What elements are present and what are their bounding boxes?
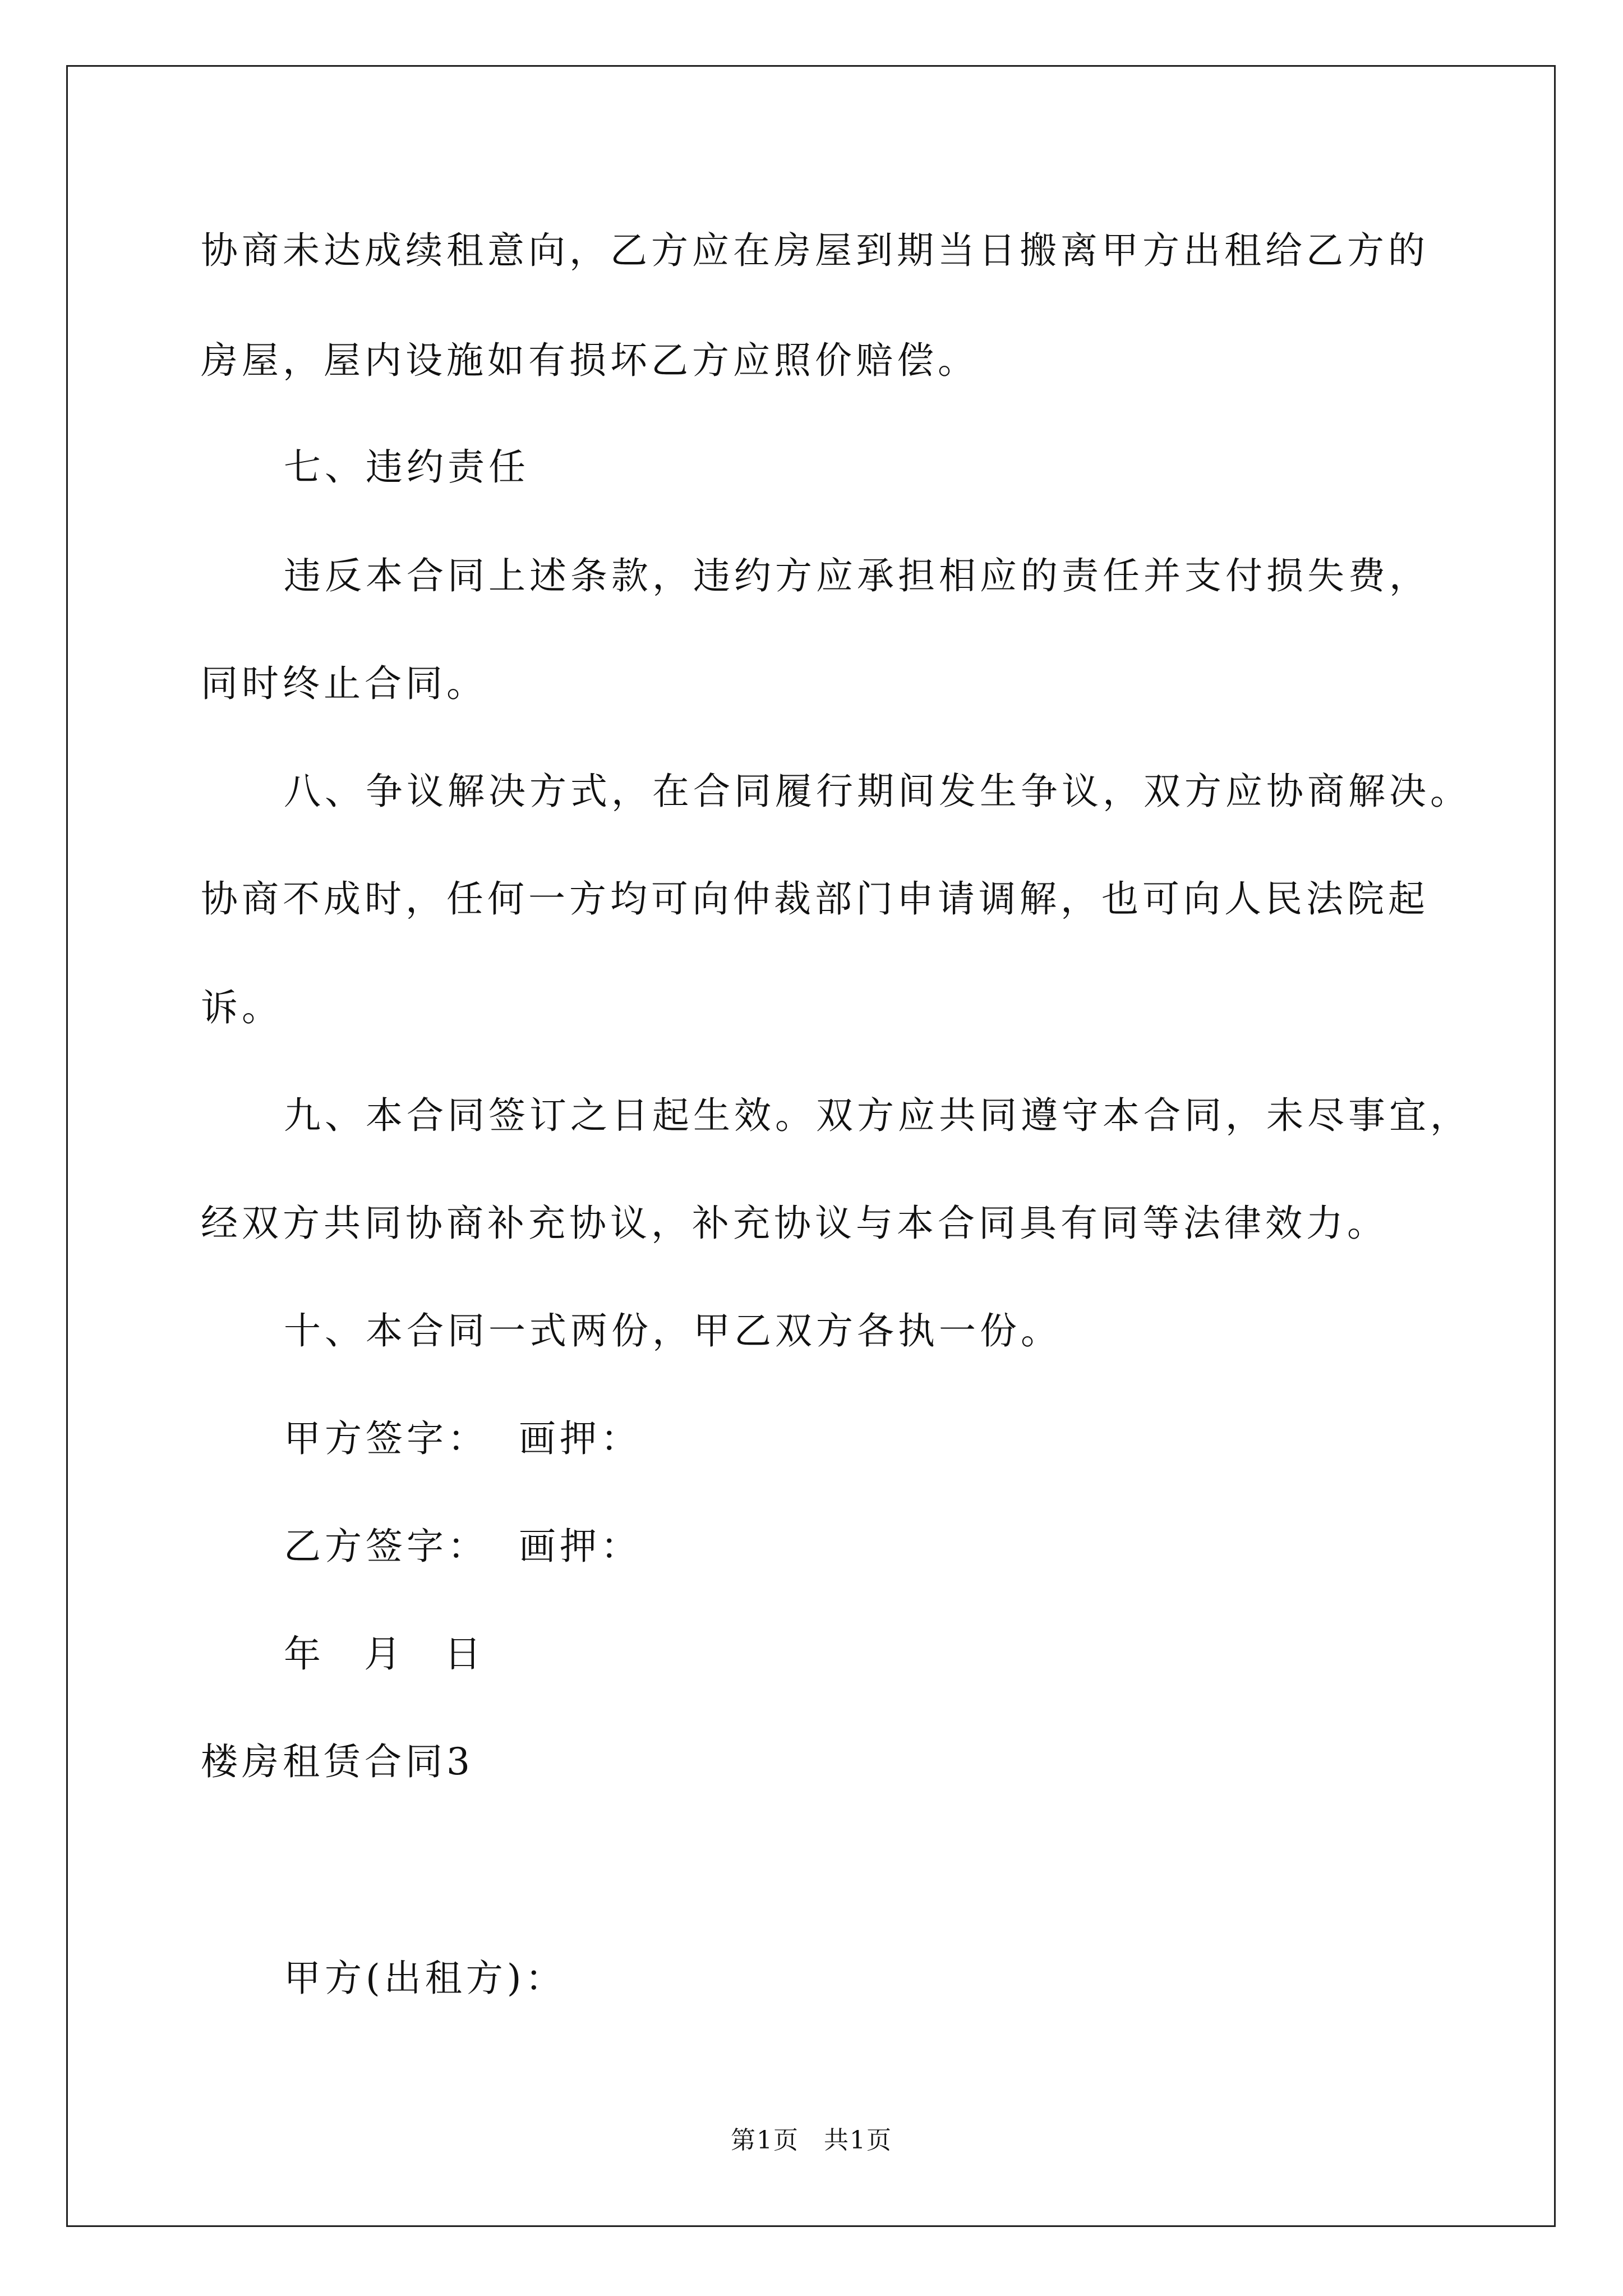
text-line: 协商不成时，任何一方均可向仲裁部门申请调解，也可向人民法院起 [201, 877, 1429, 921]
page-number: 第1页 [731, 2126, 799, 2155]
fingerprint-label: 画押： [519, 1525, 642, 1568]
text-line: 协商未达成续租意向，乙方应在房屋到期当日搬离甲方出租给乙方的 [201, 229, 1429, 272]
text-line: 房屋，屋内设施如有损坏乙方应照价赔偿。 [201, 339, 979, 382]
section-effective: 九、本合同签订之日起生效。双方应共同遵守本合同，未尽事宜， [284, 1094, 1471, 1137]
text-line: 诉。 [201, 986, 283, 1029]
party-a-lessor: 甲方(出租方)： [284, 1957, 566, 2000]
text-line: 违反本合同上述条款，违约方应承担相应的责任并支付损失费， [284, 554, 1430, 597]
date-year: 年 [284, 1632, 325, 1676]
date-month: 月 [364, 1632, 405, 1676]
signature-label: 乙方签字： [284, 1525, 488, 1568]
signature-party-b [284, 1525, 642, 1568]
section-heading-breach: 七、违约责任 [284, 445, 529, 489]
signature-party-a [284, 1417, 642, 1460]
text-line: 经双方共同协商补充协议，补充协议与本合同具有同等法律效力。 [201, 1202, 1388, 1245]
fingerprint-label: 画押： [519, 1417, 642, 1460]
date-day: 日 [444, 1632, 485, 1676]
page-total: 共1页 [824, 2126, 892, 2155]
next-contract-title: 楼房租赁合同3 [201, 1740, 474, 1783]
page-footer [0, 2128, 1623, 2153]
section-copies: 十、本合同一式两份，甲乙双方各执一份。 [284, 1309, 1062, 1352]
signature-label: 甲方签字： [284, 1417, 488, 1460]
section-dispute: 八、争议解决方式，在合同履行期间发生争议，双方应协商解决。 [284, 770, 1471, 813]
text-line: 同时终止合同。 [201, 662, 487, 705]
date-line [284, 1632, 485, 1676]
page-border [66, 65, 1556, 2227]
